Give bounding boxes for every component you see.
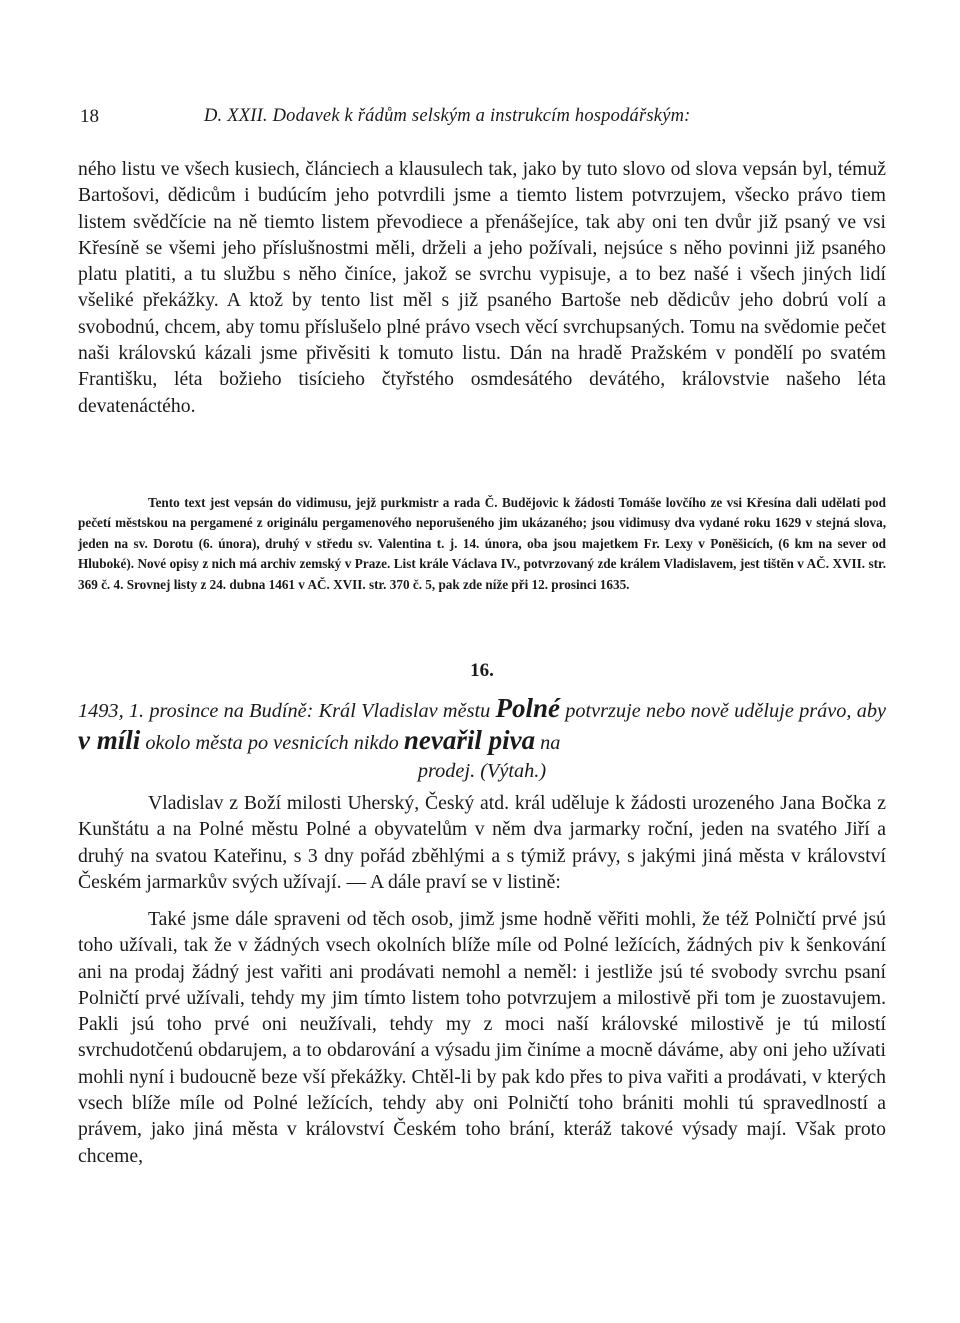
continued-paragraph <box>78 156 886 419</box>
continued-text: ného listu ve všech kusiech, článciech a klausulech tak, jako by tuto slovo od slova vepsán byl, témuž Bartošovi, dědicům i budúcím jeho potvrdili jsme a tiemto listem potvrzujem, všecko právo tiem listem svědčície na ně tiemto listem převodiece a přenášejíce, tak aby oni ten dvůr již psaný ve vsi Křesíně se všemi jeho příslušnostmi měli, drželi a jeho požívali, nejsúce s něho povinni již psaného platu platiti, a tu službu s něho činíce, jakož se svrchu vypisuje, a to bez našé i všech jiných lidí všeliké překážky. A ktož by tento list měl s již psaného Bartoše neb dědicův jeho dobrú volí a svobodnú, chcem, aby tomu příslušelo plné právo vsech věcí svrchupsaných. Tomu na svědomie pečet naši královskú kázali jsme přivěsiti k tomuto listu. Dán na hradě Pražském v pondělí po svatém Františku, léta božieho tisícieho čtyřstého osmdesátého devátého, královstvie našeho léta devatenáctého. <box>78 158 886 417</box>
running-head <box>78 106 886 132</box>
quoted-paragraph <box>78 906 886 1169</box>
heading-part-1: 1493, 1. prosince na Budíně: Král Vladislav městu <box>78 700 496 722</box>
document-heading <box>78 694 886 786</box>
quoted-text: Také jsme dále spraveni od těch osob, jimž jsme hodně věřiti mohli, že též Polničtí prvé jsú toho užívali, tak že v žádných vsech okolních blíže míle od Polné ležících, žádných piv k šenkování ani na prodaj žádný jest vařiti ani prodávati nemohl a neměl: i jestliže jsú té svobody svrchu psaní Polničtí prvé užívali, tehdy my jim tímto listem toho potvrzujem a milostivě při tom je zuostavujem. Pakli jsú toho prvé oni neužívali, tehdy my z moci naší královské milostivě je tú milostí svrchudotčenú obdarujem, a to obdarování a výsadu jim činíme a mocně dáváme, aby oni jeho užívati mohli nyní i budoucně beze vší překážky. Chtěl-li by pak kdo přes to piva vařiti a prodávati, v kterých vsech blíže míle od Polné ležících, tehdy aby oni Polničtí toho brániti mohli tú spravedlností a právem, jako jiná města v království Českém toho brání, kteráž takové výsady mají. Však proto chceme, <box>78 908 886 1167</box>
heading-tail: prodej. (Výtah.) <box>417 760 547 783</box>
intro-text: Vladislav z Boží milosti Uherský, Český atd. král uděluje k žádosti urozeného Jana Bočka z Kunštátu a na Polné městu Polné a obyvatelům v něm dva jarmarky roční, jeden na svatého Jiří a druhý na svatou Kateřinu, s 3 dny pořád zběhlými a s týmiž právy, s jakými jiná města v království Českém jarmarkův svých užívají. — A dále praví se v listině: <box>78 792 886 893</box>
running-title: D. XXII. Dodavek k řádům selským a instrukcím hospodářským: <box>204 106 691 126</box>
heading-part-4: na <box>535 731 561 754</box>
heading-part-2: potvrzuje nebo nově uděluje právo, aby <box>559 700 886 722</box>
intro-paragraph <box>78 790 886 895</box>
editorial-note <box>78 493 886 595</box>
editorial-note-text: Tento text jest vepsán do vidimusu, jejž purkmistr a rada Č. Budějovic k žádosti Tomáše lovčího ze vsi Křesína dali udělati pod pečetí městskou na pergamené z originálu pergamenového neporušeného jim ukázaného; jsou vidimusy dva vydané roku 1629 v stejná slova, jeden na sv. Dorotu (6. února), druhý v středu sv. Valentina t. j. 14. února, oba jsou majetkem Fr. Lexy v Poněšicích, (6 km na sever od Hluboké). Nové opisy z nich má archiv zemský v Praze. List krále Václava IV., potvrzovaný zde králem Vladislavem, jest tištěn v AČ. XVII. str. 369 č. 4. Srovnej listy z 24. dubna 1461 v AČ. XVII. str. 370 č. 5, pak zde níže při 12. prosinci 1635. <box>78 495 886 592</box>
heading-part-3: okolo města po vesnicích nikdo <box>140 731 404 754</box>
heading-place: Polné <box>495 693 560 723</box>
heading-in-mile: v míli <box>78 724 141 755</box>
document-number: 16. <box>470 660 494 681</box>
page-number: 18 <box>80 106 99 127</box>
heading-no-brew: nevařil piva <box>403 724 536 755</box>
